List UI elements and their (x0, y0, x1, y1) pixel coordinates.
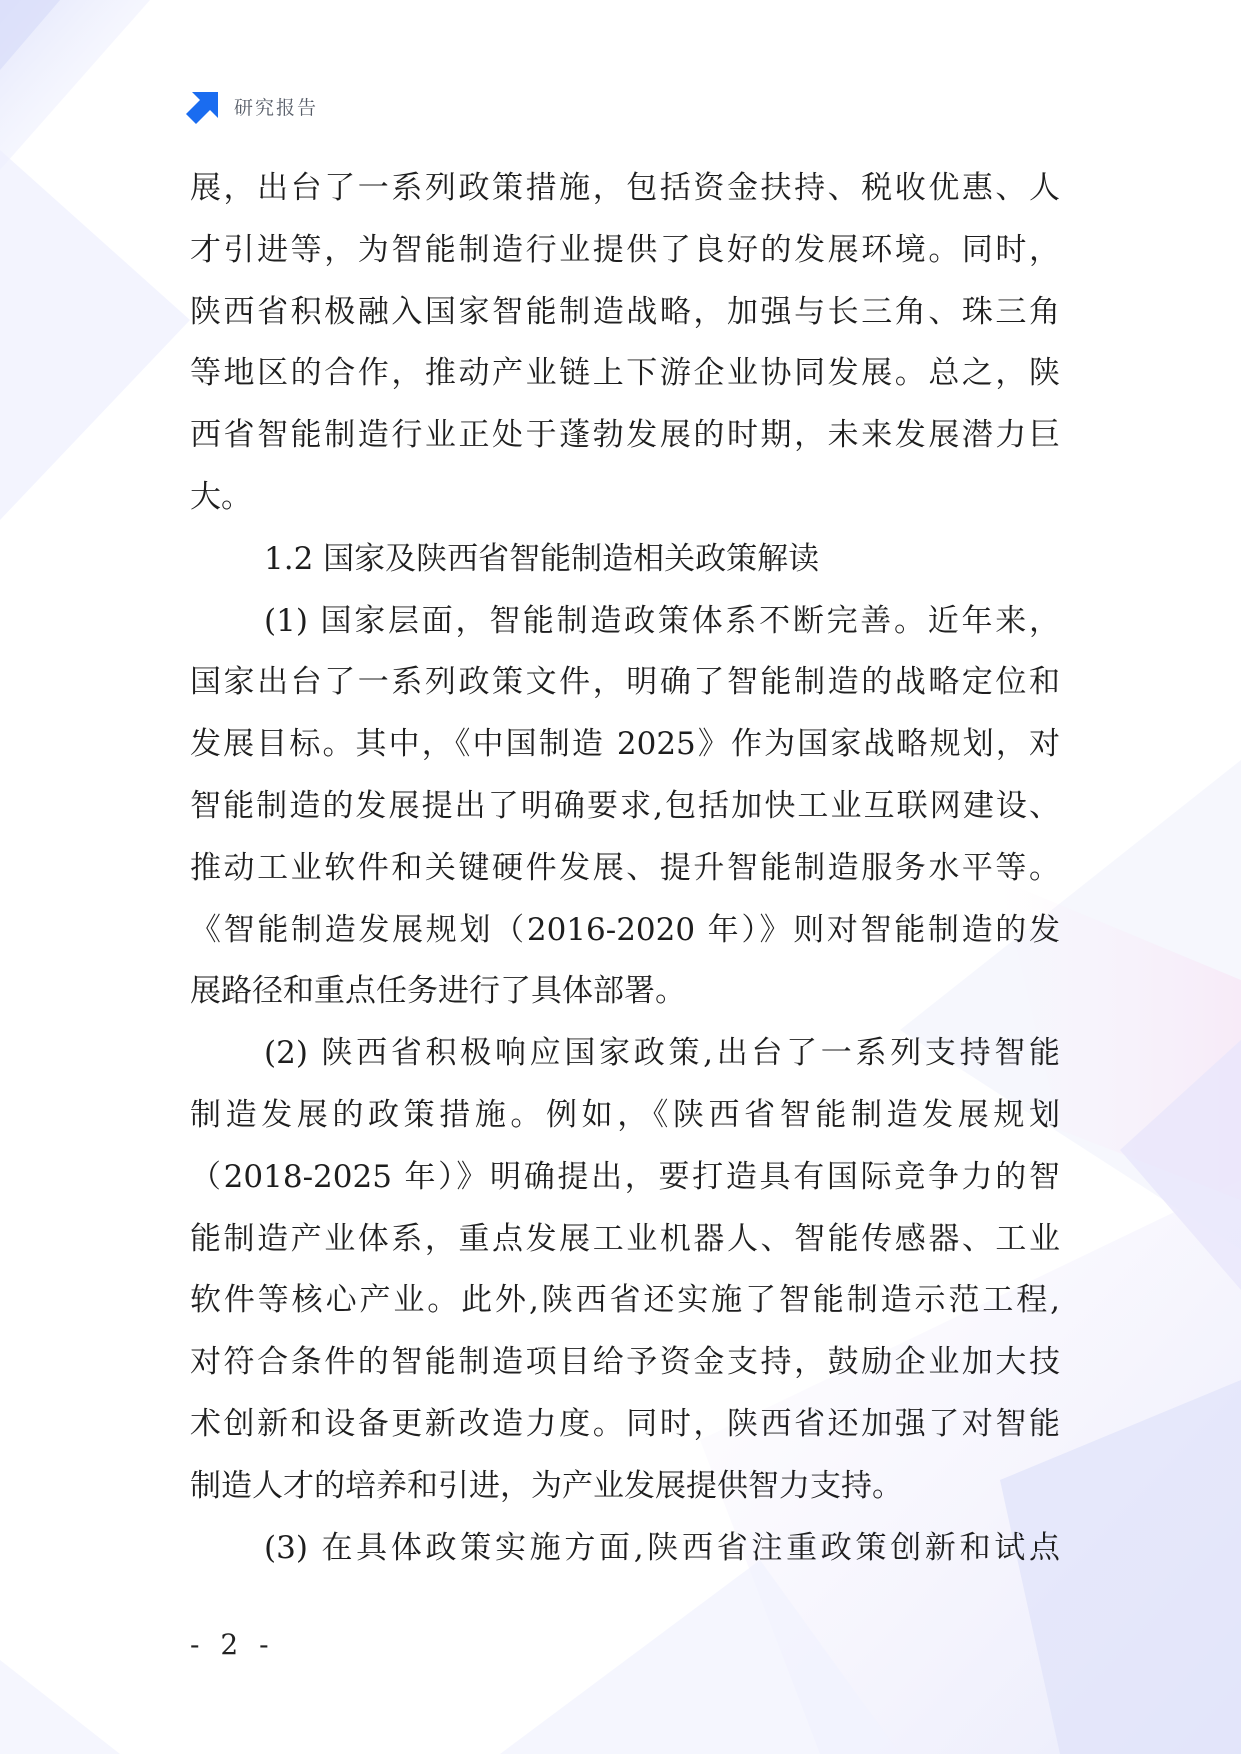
text-line: 国家出台了一系列政策文件，明确了智能制造的战略定位和 (190, 664, 1060, 701)
text-line: 对符合条件的智能制造项目给予资金支持，鼓励企业加大技 (190, 1344, 1060, 1381)
text-line: 陕西省积极融入国家智能制造战略，加强与长三角、珠三角 (190, 293, 1060, 330)
text-line: 智能制造的发展提出了明确要求,包括加快工业互联网建设、 (190, 787, 1060, 824)
page-number: - 2 - (190, 1628, 275, 1661)
document-body (190, 158, 1060, 1579)
header-title: 研究报告 (234, 96, 319, 119)
section-heading: 1.2 国家及陕西省智能制造相关政策解读 (264, 540, 820, 577)
text-line: 展路径和重点任务进行了具体部署。 (190, 973, 686, 1010)
text-line: 西省智能制造行业正处于蓬勃发展的时期，未来发展潜力巨 (190, 417, 1060, 454)
arrow-up-right-icon (186, 88, 222, 124)
text-line: 制造发展的政策措施。例如，《陕西省智能制造发展规划 (190, 1096, 1060, 1133)
text-line: 《智能制造发展规划（2016-2020 年）》则对智能制造的发 (190, 911, 1060, 948)
text-line: 能制造产业体系，重点发展工业机器人、智能传感器、工业 (190, 1220, 1060, 1257)
text-line: 软件等核心产业。此外,陕西省还实施了智能制造示范工程, (190, 1282, 1060, 1319)
text-line: 才引进等，为智能制造行业提供了良好的发展环境。同时， (190, 231, 1060, 268)
text-line: 展，出台了一系列政策措施，包括资金扶持、税收优惠、人 (190, 170, 1060, 206)
text-line: 等地区的合作，推动产业链上下游企业协同发展。总之，陕 (190, 355, 1060, 392)
text-line: (3) 在具体政策实施方面,陕西省注重政策创新和试点 (264, 1529, 1060, 1566)
text-line: (1) 国家层面，智能制造政策体系不断完善。近年来， (264, 602, 1060, 639)
text-line: 术创新和设备更新改造力度。同时，陕西省还加强了对智能 (190, 1405, 1060, 1442)
text-line: 大。 (190, 478, 252, 515)
text-line: (2) 陕西省积极响应国家政策,出台了一系列支持智能 (264, 1035, 1060, 1072)
text-line: （2018-2025 年）》明确提出，要打造具有国际竞争力的智 (190, 1158, 1060, 1195)
text-line: 制造人才的培养和引进，为产业发展提供智力支持。 (190, 1467, 903, 1504)
report-header (186, 88, 318, 124)
text-line: 推动工业软件和关键硬件发展、提升智能制造服务水平等。 (190, 849, 1060, 886)
text-line: 发展目标。其中，《中国制造 2025》作为国家战略规划，对 (190, 726, 1060, 763)
